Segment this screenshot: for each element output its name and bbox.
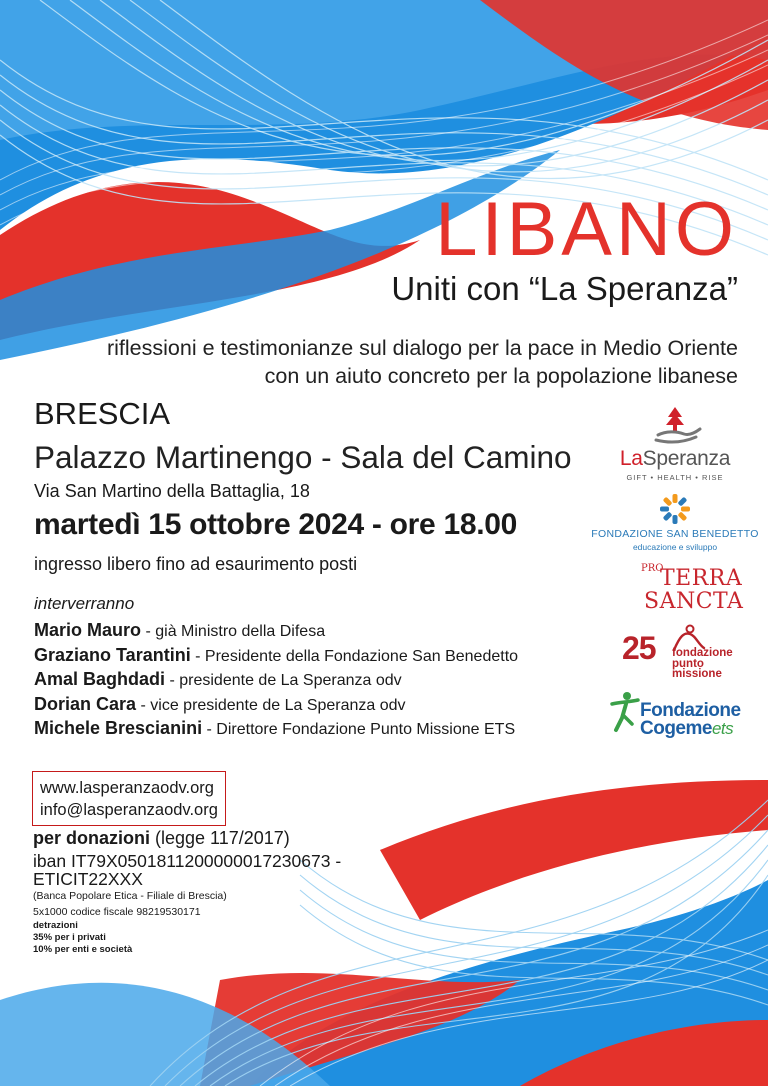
pro-terra-sancta-logo	[630, 563, 744, 614]
bank-text: (Banca Popolare Etica - Filiale di Brescia)	[33, 890, 227, 902]
contact-box	[32, 771, 226, 826]
speaker-name: Graziano Tarantini	[34, 644, 191, 665]
la-speranza-logo	[610, 405, 740, 485]
tax-code-text: 5x1000 codice fiscale 98219530171	[33, 906, 201, 918]
speaker-name: Mario Mauro	[34, 620, 142, 640]
speaker-name: Dorian Cara	[34, 693, 137, 714]
event-venue: Palazzo Martinengo - Sala del Camino	[34, 439, 572, 475]
speaker-row	[34, 717, 518, 742]
speaker-name: Amal Baghdadi	[34, 669, 166, 689]
website-link[interactable]: www.lasperanzaodv.org	[40, 779, 214, 797]
fc-line2: Cogemeets	[640, 718, 734, 739]
speaker-row	[34, 619, 518, 644]
speaker-role: - Direttore Fondazione Punto Missione ETS	[202, 721, 516, 738]
deductions-line: 35% per i privati	[33, 932, 106, 943]
fsb-name: FONDAZIONE SAN BENEDETTO	[591, 528, 759, 540]
deductions-line: 10% per enti e società	[33, 944, 133, 955]
pts-pro: PRO	[641, 563, 664, 574]
fc-line1: Fondazione	[640, 700, 741, 721]
event-address: Via San Martino della Battaglia, 18	[34, 481, 310, 501]
pts-sancta: SANCTA	[644, 589, 744, 614]
starburst-icon	[585, 492, 765, 528]
fsb-tagline: educazione e sviluppo	[632, 542, 718, 552]
intro-text	[18, 334, 738, 390]
speaker-row	[34, 644, 518, 669]
hands-tree-icon	[610, 405, 740, 447]
fpm-text: fondazione punto missione	[672, 647, 733, 680]
fpm-number: 25	[622, 630, 656, 666]
speakers-list	[34, 619, 518, 742]
fondazione-san-benedetto-logo	[585, 492, 765, 552]
deductions-block	[33, 920, 132, 956]
speaker-row	[34, 693, 518, 718]
iban-text: iban IT79X0501811200000017230673 - ETICIT22XXX	[33, 851, 342, 889]
poster-subtitle: Uniti con “La Speranza”	[391, 270, 738, 307]
event-entry: ingresso libero fino ad esaurimento posti	[34, 554, 358, 574]
la-speranza-wordmark: LaSperanza	[619, 447, 731, 470]
fondazione-cogeme-logo	[610, 688, 755, 739]
intro-line: riflessioni e testimonianze sul dialogo per la pace in Medio Oriente	[106, 336, 738, 360]
donations-label: per donazioni	[33, 828, 150, 848]
fondazione-punto-missione-logo	[622, 622, 747, 682]
speaker-role: - Presidente della Fondazione San Benedetto	[190, 647, 519, 665]
donations-title	[33, 829, 290, 847]
speaker-role: - presidente de La Speranza odv	[165, 672, 402, 689]
speaker-row	[34, 668, 518, 693]
speaker-role: - vice presidente de La Speranza odv	[136, 696, 406, 714]
donations-law: (legge 117/2017)	[150, 828, 290, 848]
speaker-role: - già Ministro della Difesa	[141, 623, 326, 640]
intro-line: con un aiuto concreto per la popolazione libanese	[264, 364, 738, 388]
deductions-line: detrazioni	[33, 920, 78, 931]
event-date: martedì 15 ottobre 2024 - ore 18.00	[34, 508, 518, 541]
speakers-label: interverranno	[34, 594, 135, 613]
speaker-name: Michele Brescianini	[34, 718, 203, 738]
event-city: BRESCIA	[34, 396, 171, 431]
running-figure-icon	[610, 690, 640, 734]
la-speranza-tagline: GIFT • HEALTH • RISE	[626, 473, 724, 482]
pts-terra: TERRA	[660, 566, 743, 591]
email-link[interactable]: info@lasperanzaodv.org	[40, 801, 218, 819]
poster-title: LIBANO	[435, 187, 738, 272]
